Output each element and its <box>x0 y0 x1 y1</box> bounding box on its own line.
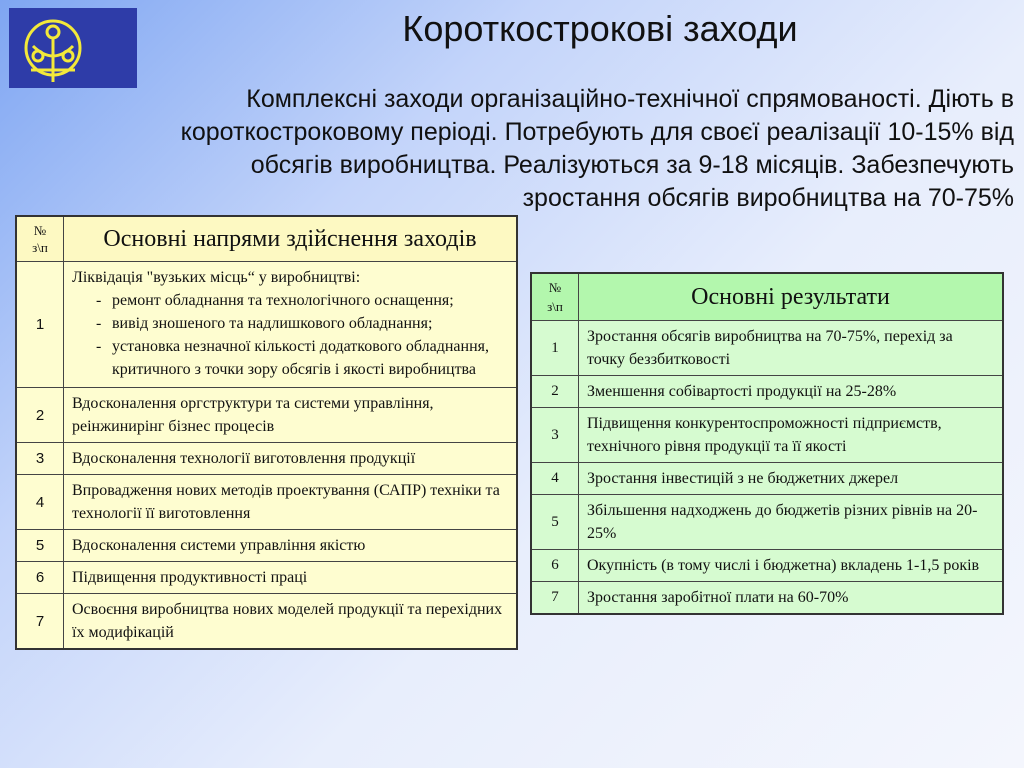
row-number: 7 <box>531 582 579 615</box>
row-text: Вдосконалення технології виготовлення продукції <box>64 443 518 475</box>
subtitle <box>40 83 1014 215</box>
row-text: Зменшення собівартості продукції на 25-28% <box>579 376 1004 408</box>
header-directions: Основні напрями здійснення заходів <box>64 216 518 262</box>
row-lead-text: Ліквідація "вузьких місць“ у виробництві: <box>72 269 361 286</box>
subtitle-line: Комплексні заходи організаційно-технічної спрямованості. Діють в <box>246 85 1014 113</box>
row-text: Зростання обсягів виробництва на 70-75%, перехід за точку беззбитковості <box>579 321 1004 376</box>
table-row <box>531 376 1003 408</box>
row-text: Зростання інвестицій з не бюджетних джерел <box>579 463 1004 495</box>
row-number: 3 <box>531 408 579 463</box>
table-row <box>16 443 517 475</box>
table-row <box>531 495 1003 550</box>
row-text: Освоєння виробництва нових моделей продукції та перехідних їх модифікацій <box>64 594 518 650</box>
row-number: 1 <box>531 321 579 376</box>
row-number: 3 <box>16 443 64 475</box>
row-text: Збільшення надходжень до бюджетів різних рівнів на 20-25% <box>579 495 1004 550</box>
row-text: Підвищення продуктивності праці <box>64 562 518 594</box>
header-num-sign: № <box>33 223 47 238</box>
subtitle-line: зростання обсягів виробництва на 70-75% <box>522 184 1014 212</box>
row-number: 4 <box>531 463 579 495</box>
table-row <box>16 530 517 562</box>
header-results: Основні результати <box>579 273 1004 321</box>
row-number: 6 <box>531 550 579 582</box>
row-number: 7 <box>16 594 64 650</box>
header-num-abbr: з\п <box>32 240 48 255</box>
row-number: 1 <box>16 262 64 388</box>
header-num-sign: № <box>548 280 562 295</box>
university-emblem-icon <box>9 8 137 88</box>
row-text: Вдосконалення системи управління якістю <box>64 530 518 562</box>
list-item: - ремонт обладнання та технологічного оснащення; <box>112 289 510 312</box>
row-number: 5 <box>531 495 579 550</box>
row-number: 5 <box>16 530 64 562</box>
table-row <box>16 562 517 594</box>
table-header-row <box>16 216 517 262</box>
table-row <box>16 475 517 530</box>
table-row <box>16 262 517 388</box>
bullet-list <box>72 289 510 381</box>
row-number: 6 <box>16 562 64 594</box>
header-num <box>531 273 579 321</box>
table-row <box>16 594 517 650</box>
table-row <box>531 582 1003 615</box>
header-num <box>16 216 64 262</box>
subtitle-line: короткостроковому періоді. Потребують для своєї реалізації 10-15% від <box>180 118 1014 146</box>
page-title: Короткострокові заходи <box>402 8 798 49</box>
list-item: - вивід зношеного та надлишкового обладнання; <box>112 312 510 335</box>
logo <box>9 8 137 88</box>
results-table <box>530 272 1004 615</box>
subtitle-line: обсягів виробництва. Реалізуються за 9-18 місяців. Забезпечують <box>250 151 1014 179</box>
table-row <box>531 463 1003 495</box>
row-text: Зростання заробітної плати на 60-70% <box>579 582 1004 615</box>
header-num-abbr: з\п <box>547 299 563 314</box>
table-row <box>531 550 1003 582</box>
row-text <box>64 262 518 388</box>
table-row <box>531 321 1003 376</box>
list-item: - установка незначної кількості додаткового обладнання, критичного з точки зору обсягів і якості виробництва <box>112 335 510 381</box>
table-row <box>531 408 1003 463</box>
row-text: Підвищення конкурентоспроможності підприємств, технічного рівня продукції та її якості <box>579 408 1004 463</box>
table-row <box>16 388 517 443</box>
row-text: Окупність (в тому числі і бюджетна) вкладень 1-1,5 років <box>579 550 1004 582</box>
row-number: 2 <box>531 376 579 408</box>
row-text: Впровадження нових методів проектування (САПР) техніки та технології її виготовлення <box>64 475 518 530</box>
table-header-row <box>531 273 1003 321</box>
row-number: 4 <box>16 475 64 530</box>
row-text: Вдосконалення оргструктури та системи управління, реінжинирінг бізнес процесів <box>64 388 518 443</box>
row-number: 2 <box>16 388 64 443</box>
directions-table <box>15 215 518 650</box>
